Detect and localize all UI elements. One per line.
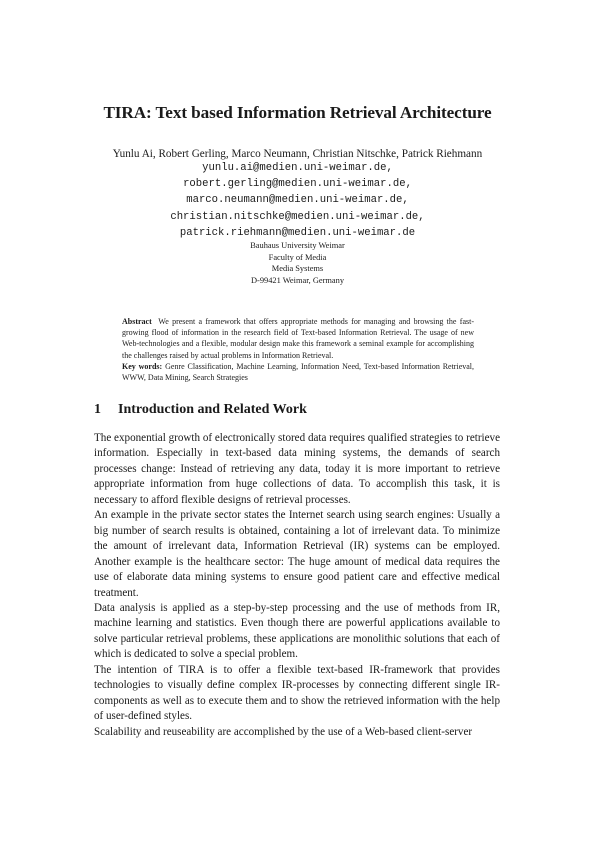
body-paragraph: An example in the private sector states the Internet search using search engines: Usually a big number of search results is obtained, containing a lot of irrelevant data. To minimize the amount of irrelevant data, Information Retrieval (IR) systems can be employed. Another example is the healthcare sector: The huge amount of medical data requires the use of elaborate data mining systems to ensure good patient care and effective medical treatment. xyxy=(94,509,500,599)
section-title: Introduction and Related Work xyxy=(118,402,307,417)
section-number: 1 xyxy=(94,402,101,417)
abstract-block xyxy=(122,316,474,383)
author-email: christian.nitschke@medien.uni-weimar.de, xyxy=(170,210,425,223)
email-list xyxy=(0,160,595,241)
keywords-text: Genre Classification, Machine Learning, Information Need, Text-based Information Retrieval, WWW, Data Mining, Search Strategies xyxy=(122,361,475,383)
abstract-text: We present a framework that offers appropriate methods for managing and browsing the fast-growing flood of information in the research field of Text-based Information Retrieval. The usage of new Web-technologies and a flexible, modular design make this framework a seminal example for accomplishing the challenges raised by actual problems in Information Retrieval. xyxy=(122,317,474,360)
abstract-label: Abstract xyxy=(122,317,152,326)
affiliation-line: Bauhaus University Weimar xyxy=(250,241,345,250)
keywords-label: Key words: xyxy=(122,361,163,371)
author-email: patrick.riehmann@medien.uni-weimar.de xyxy=(179,226,416,239)
section-body xyxy=(94,431,500,740)
author-list: Yunlu Ai, Robert Gerling, Marco Neumann, Christian Nitschke, Patrick Riehmann xyxy=(112,148,483,160)
keywords-paragraph xyxy=(122,361,474,383)
body-paragraph: Scalability and reuseability are accomplished by the use of a Web-based client-server xyxy=(94,725,473,738)
author-email: marco.neumann@medien.uni-weimar.de, xyxy=(186,194,409,207)
affiliation-line: Media Systems xyxy=(271,264,324,273)
paper-title: TIRA: Text based Information Retrieval Architecture xyxy=(103,103,492,122)
author-email: yunlu.ai@medien.uni-weimar.de, xyxy=(202,162,393,174)
affiliation-block xyxy=(0,240,595,286)
author-email: robert.gerling@medien.uni-weimar.de, xyxy=(183,178,412,191)
abstract-paragraph xyxy=(122,316,474,361)
affiliation-line: Faculty of Media xyxy=(268,252,327,262)
body-paragraph: The intention of TIRA is to offer a flexible text-based IR-framework that provides technologies to visually define complex IR-processes by connecting different single IR-components as well as to execute them and to show the retrieved information with the help of user-defined styles. xyxy=(94,663,500,723)
body-paragraph: Data analysis is applied as a step-by-step processing and the use of methods from IR, machine learning and statistics. Even though there are powerful applications available to solve particular retrieval problems, these applications are monolithic solutions that each of which is dedicated to solve a special problem. xyxy=(94,601,500,661)
affiliation-line: D-99421 Weimar, Germany xyxy=(250,275,345,285)
section-heading xyxy=(94,402,307,418)
body-paragraph: The exponential growth of electronically stored data requires qualified strategies to retrieve information. Especially in text-based data mining systems, the demands of search processes change: Instead of retrieving any data, today it is more important to retrieve appropriate information from huge collections of data. To accomplish this task, it is necessary to afford flexible designs of retrieval processes. xyxy=(94,432,500,506)
